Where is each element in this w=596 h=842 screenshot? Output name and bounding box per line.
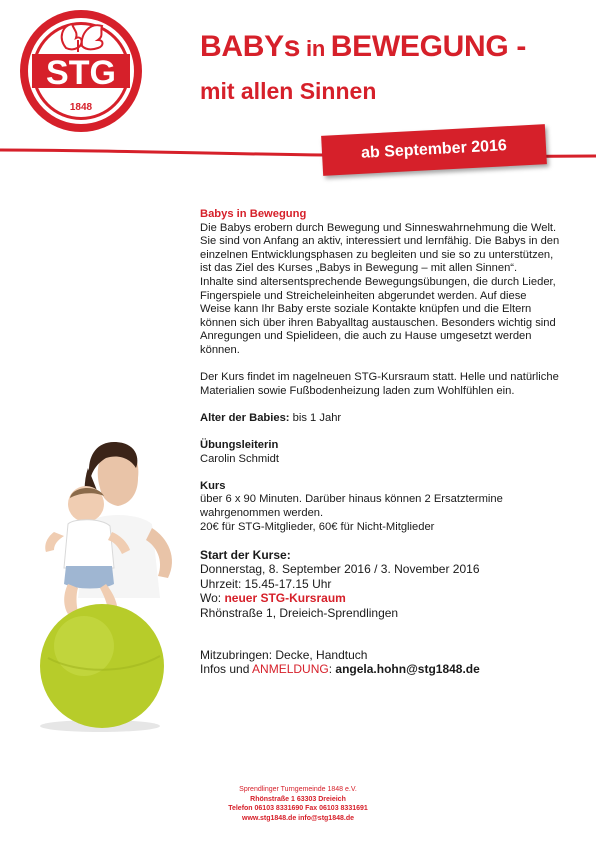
bring-line: Mitzubringen: Decke, Handtuch	[200, 647, 368, 662]
where-value: neuer STG-Kursraum	[224, 591, 346, 606]
info-colon: :	[328, 662, 336, 677]
page-title	[200, 30, 526, 64]
footer-phone: Telefon 06103 8331690 Fax 06103 8331691	[228, 805, 368, 812]
age-value: bis 1 Jahr	[289, 411, 342, 424]
info-prefix: Infos und	[200, 662, 253, 677]
title-part-in: in	[300, 36, 331, 61]
start-dates: Donnerstag, 8. September 2016 / 3. November 2016	[200, 562, 480, 577]
start-time: Uhrzeit: 15.45-17.15 Uhr	[200, 576, 332, 591]
leader-name: Carolin Schmidt	[200, 452, 279, 465]
date-banner-text: ab September 2016	[360, 137, 508, 162]
footer-web[interactable]: www.stg1848.de info@stg1848.de	[242, 814, 354, 822]
room-paragraph: Der Kurs findet im nagelneuen STG-Kursraum statt. Helle und natürliche Materialien sowie Fußbodenheizung laden zum Wohlfühlen ein.	[200, 371, 559, 397]
leader-label: Übungsleiterin	[200, 439, 279, 452]
address-line: Rhönstraße 1, Dreieich-Sprendlingen	[200, 605, 399, 620]
main-content	[200, 208, 560, 677]
page-subtitle: mit allen Sinnen	[200, 78, 377, 104]
mother-baby-ball-photo	[18, 428, 198, 734]
intro-paragraph: Die Babys erobern durch Bewegung und Sinneswahrnehmung die Welt. Sie sind von Anfang an aktiv, interessiert und lernfähig. Die Babys in den einzelnen Entwicklungsphasen zu begleiten und sie so zu unterstützen, ist das Ziel des Kurses „Babys in Bewegung – mit allen Sinnen“.	[200, 221, 560, 275]
kurs-price: 20€ für STG-Mitglieder, 60€ für Nicht-Mitglieder	[200, 520, 435, 533]
age-label: Alter der Babies:	[200, 411, 290, 424]
footer-org: Sprendlinger Turngemeinde 1848 e.V.	[239, 786, 357, 793]
logo-letters: STG	[46, 54, 116, 92]
contact-email-link[interactable]: angela.hohn@stg1848.de	[335, 662, 480, 677]
age-line	[200, 412, 560, 426]
kurs-text: über 6 x 90 Minuten. Darüber hinaus können 2 Ersatztermine wahrgenommen werden.	[200, 493, 503, 520]
where-label: Wo:	[200, 591, 225, 606]
stg-logo	[18, 8, 144, 134]
content-paragraph: Inhalte sind altersentsprechende Bewegungsübungen, die durch Lieder, Fingerspiele und Streicheleinheiten abgerundet werden. Auf diese Weise kann Ihr Baby erste soziale Kontakte knüpfen und die Eltern können sich über ihren Babyalltag austauschen. Besonders wichtig sind Anregungen und Spielideen, die auch zu Hause umgesetzt werden können.	[200, 275, 556, 356]
kurs-label: Kurs	[200, 479, 226, 492]
footer-street: Rhönstraße 1 63303 Dreieich	[250, 795, 346, 803]
footer-address	[0, 785, 596, 823]
title-part-babys: BABYs	[200, 30, 301, 63]
logo-year: 1848	[69, 102, 93, 113]
gym-ball	[40, 604, 164, 732]
start-label: Start der Kurse:	[200, 547, 291, 562]
title-part-bewegung: BEWEGUNG -	[330, 30, 527, 63]
registration-label: ANMELDUNG	[252, 662, 329, 677]
where-line	[200, 591, 560, 606]
section-heading: Babys in Bewegung	[200, 208, 307, 220]
info-line	[200, 662, 560, 677]
